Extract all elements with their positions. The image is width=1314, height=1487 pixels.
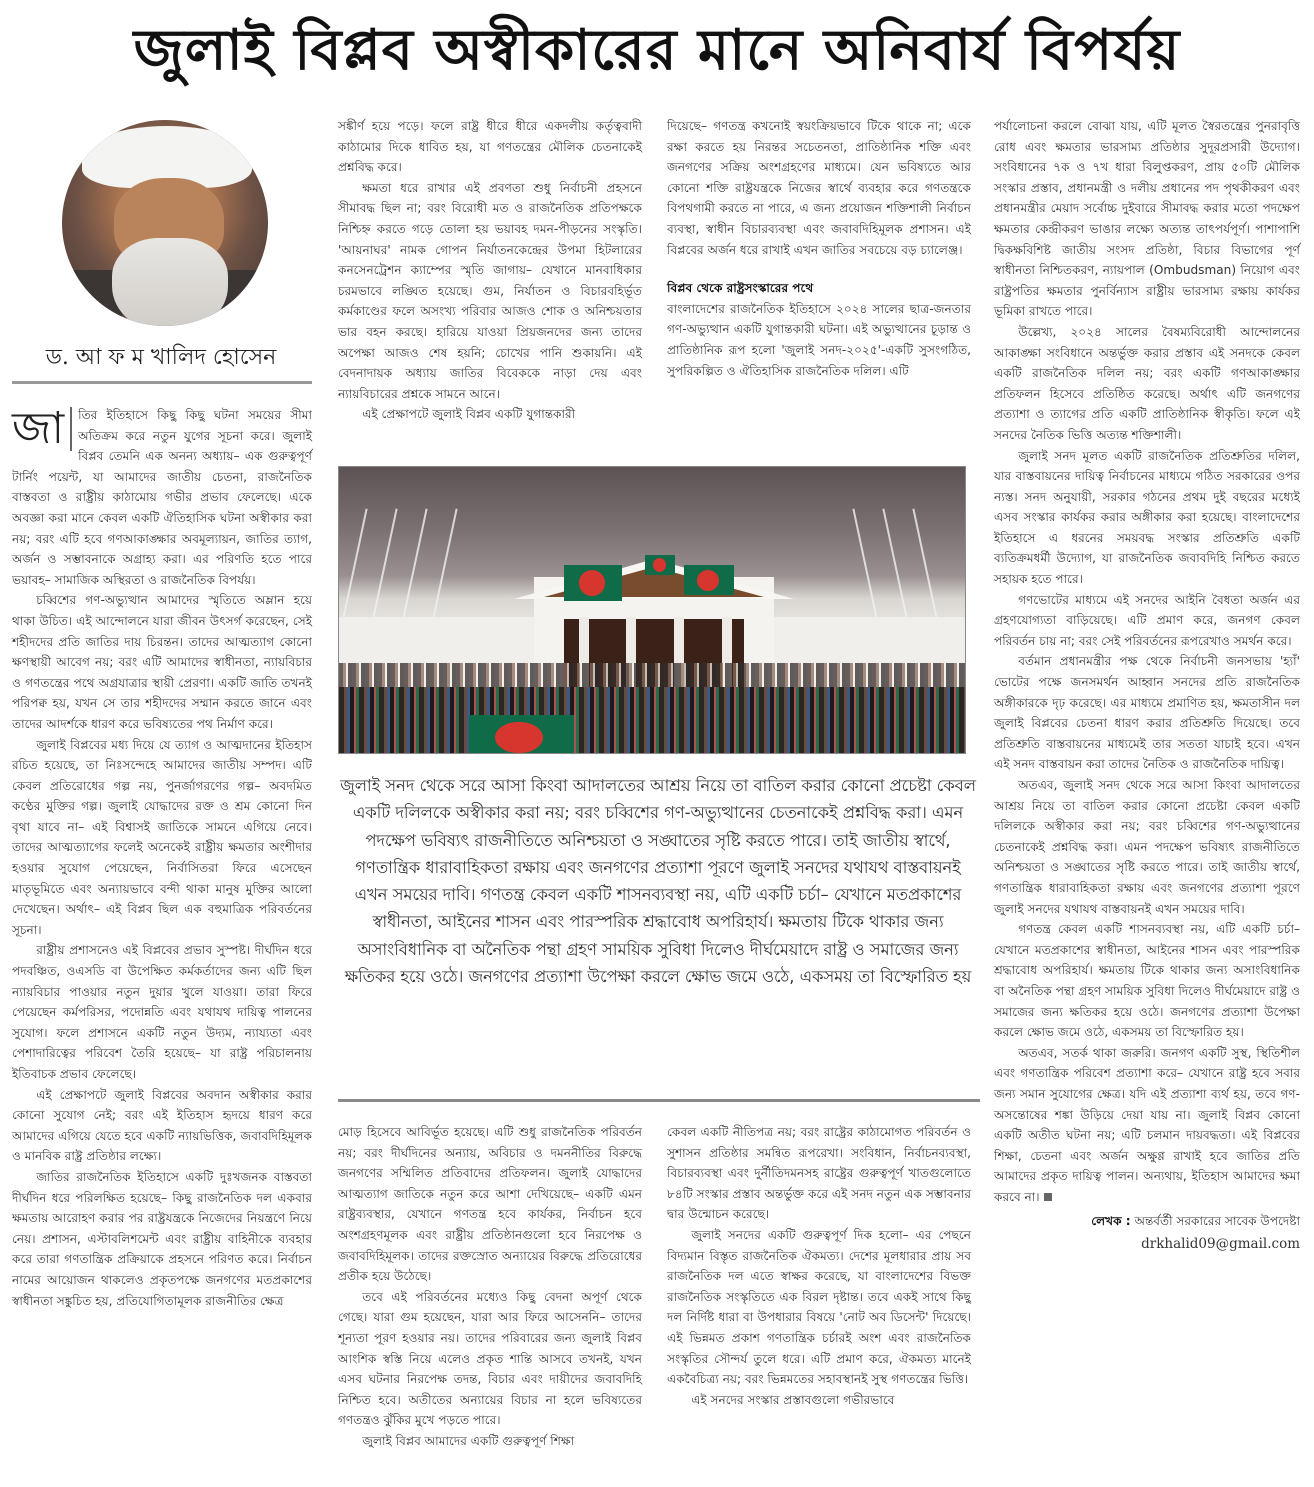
writer-credit — [994, 1211, 1300, 1232]
article-paragraph: জুলাই সনদ মূলত একটি রাজনৈতিক প্রতিশ্রুতির দলিল, যার বাস্তবায়নের দায়িত্ব নির্বাচনের মাধ্যমে গঠিত সরকারের ওপর ন্যস্ত। সনদ অনুযায়ী, সরকার গঠনের প্রথম দুই বছরের মধ্যেই এসব সংস্কার কার্যকর করার অঙ্গীকার করা হয়েছে। বাংলাদেশের ইতিহাসে এ ধরনের সময়বদ্ধ সংস্কার প্রতিশ্রুতি একটি ব্যতিক্রমধর্মী উদ্যোগ, যা রাজনৈতিক জবাবদিহি নিশ্চিত করতে সহায়ক হতে পারে। — [994, 448, 1300, 587]
article-paragraph: দিয়েছে– গণতন্ত্র কখনোই স্বয়ংক্রিয়ভাবে টিকে থাকে না; একে রক্ষা করতে হয় নিরন্তর সচেতনতা, প্রাতিষ্ঠানিক শক্তি এবং জনগণের সক্রিয় অংশগ্রহণের মাধ্যমে। যেন ভবিষ্যতে আর কোনো শক্তি রাষ্ট্রযন্ত্রকে নিজের স্বার্থে ব্যবহার করে গণতন্ত্রকে বিপথগামী করতে না পারে, এ জন্য প্রয়োজন শক্তিশালী নির্বাচন ব্যবস্থা, স্বাধীন বিচারব্যবস্থা এবং জবাবদিহিমূলক প্রশাসন। এই বিপ্লবের অর্জন ধরে রাখাই এখন জাতির সবচেয়ে বড় চ্যালেঞ্জ। — [667, 119, 971, 257]
article-paragraph: অতএব, জুলাই সনদ থেকে সরে আসা কিংবা আদালতের আশ্রয় নিয়ে তা বাতিল করার কোনো প্রচেষ্টা কেবল একটি দলিলকে অস্বীকার করা নয়; বরং চব্বিশের গণ-অভ্যুত্থানের চেতনাকেই প্রশ্নবিদ্ধ করা। এমন পদক্ষেপ ভবিষ্যৎ রাজনীতিতে অনিশ্চয়তা ও সঙ্ঘাতের সৃষ্টি করতে পারে। তাই জাতীয় স্বার্থে, গণতান্ত্রিক ধারাবাহিকতা রক্ষায় এবং জনগণের প্রত্যাশা পূরণে জুলাই সনদের যথাযথ বাস্তবায়নই এখন সময়ের দাবি। — [994, 778, 1300, 916]
writer-title: অন্তর্বর্তী সরকারের সাবেক উপদেষ্টা — [1134, 1214, 1300, 1229]
article-paragraph: বর্তমান প্রধানমন্ত্রীর পক্ষ থেকে নির্বাচনী জনসভায় 'হ্যাঁ' ভোটের পক্ষে জনসমর্থন আহ্বান সনদের প্রতি রাজনৈতিক অঙ্গীকারকে দৃঢ় করেছে। এর মাধ্যমে প্রমাণিত হয়, ক্ষমতাসীন দল জুলাই বিপ্লবের চেতনা ধারণ করার প্রতিশ্রুতি দিয়েছে। তবে প্রতিশ্রুতি বাস্তবায়নের মাধ্যমেই তার সততা যাচাই হবে। এখন এই সনদ বাস্তবায়ন করা তাদের নৈতিক ও রাজনৈতিক দায়িত্ব। — [994, 654, 1300, 772]
article-paragraph — [994, 1043, 1300, 1208]
news-photo-crowd — [338, 466, 966, 754]
article-column-1 — [12, 405, 312, 1311]
writer-email[interactable]: drkhalid09@gmail.com — [1141, 1236, 1300, 1253]
article-paragraph: জুলাই বিপ্লব আমাদের একটি গুরুত্বপূর্ণ শিক্ষা — [362, 1433, 575, 1448]
bangladesh-flag — [469, 715, 574, 754]
author-portrait — [62, 120, 268, 326]
article-paragraph: জাতির রাজনৈতিক ইতিহাসে একটি দুঃখজনক বাস্তবতা দীর্ঘদিন ধরে পরিলক্ষিত হয়েছে– কিছু রাজনৈতিক দল একবার ক্ষমতায় আরোহণ করার পর রাষ্ট্রযন্ত্রকে নিজেদের নিয়ন্ত্রণে নিয়ে নেয়। প্রশাসন, এস্টাবলিশমেন্ট এবং রাষ্ট্রীয় বাহিনীকে ব্যবহার করে তারা গণতান্ত্রিক প্রক্রিয়াকে প্রহসনে পরিণত করে। নির্বাচন নামের আয়োজন থাকলেও প্রকৃতপক্ষে জনগণের মতপ্রকাশের স্বাধীনতা সঙ্কুচিত হয়, প্রতিযোগিতামূলক রাজনীতির ক্ষেত্র — [12, 1169, 312, 1308]
bangladesh-flag — [645, 555, 675, 575]
article-column-3 — [667, 116, 971, 381]
article-paragraph: এই প্রেক্ষাপটে জুলাই বিপ্লবের অবদান অস্বীকার করার কোনো সুযোগ নেই; বরং এই ইতিহাস হৃদয়ে ধারণ করে আমাদের এগিয়ে যেতে হবে একটি ন্যায়ভিত্তিক, জবাবদিহিমূলক ও মানবিক রাষ্ট্র প্রতিষ্ঠার লক্ষ্যে। — [12, 1087, 312, 1164]
article-paragraph: তবে এই পরিবর্তনের মধ্যেও কিছু বেদনা অপূর্ণ থেকে গেছে। যারা গুম হয়েছেন, যারা আর ফিরে আসেননি– তাদের শূন্যতা পূরণ হওয়ার নয়। তাদের পরিবারের জন্য জুলাই বিপ্লব আংশিক স্বস্তি নিয়ে এলেও প্রকৃত শান্তি আসবে তখনই, যখন এসব ঘটনার নিরপেক্ষ তদন্ত, বিচার এবং দায়ীদের জবাবদিহি নিশ্চিত হবে। অতীতের অন্যায়ের বিচার না হলে ভবিষ্যতের গণতন্ত্রও ঝুঁকির মুখে পড়তে পারে। — [338, 1289, 642, 1428]
section-subheading: বিপ্লব থেকে রাষ্ট্রসংস্কারের পথে — [667, 281, 814, 296]
pull-quote-divider — [338, 1099, 980, 1102]
article-column-2 — [338, 116, 642, 425]
article-paragraph: রাষ্ট্রীয় প্রশাসনেও এই বিপ্লবের প্রভাব সুস্পষ্ট। দীর্ঘদিন ধরে পদবঞ্চিত, ওএসডি বা উপেক্ষিত কর্মকর্তাদের জন্য এটি ছিল ন্যায়বিচার পাওয়ার নতুন দুয়ার খুলে যাওয়া। তারা ফিরে পেয়েছেন কর্মপরিসর, পদোন্নতি এবং যথাযথ দায়িত্ব পালনের সুযোগ। ফলে প্রশাসনে একটি নতুন উদ্যম, ন্যায্যতা এবং পেশাদারিত্বের পরিবেশ তৈরি হয়েছে– যা রাষ্ট্র পরিচালনায় ইতিবাচক প্রভাব ফেলেছে। — [12, 943, 312, 1081]
article-paragraph: জুলাই সনদের একটি গুরুত্বপূর্ণ দিক হলো– এর পেছনে বিদ্যমান বিস্তৃত রাজনৈতিক ঐকমত্য। দেশের মূলধারার প্রায় সব রাজনৈতিক দল এতে স্বাক্ষর করেছে, যা বাংলাদেশের বিভক্ত রাজনৈতিক সংস্কৃতিতে এক বিরল দৃষ্টান্ত। তবে একই সাথে কিছু দল নির্দিষ্ট ধারা বা উপধারার বিষয়ে 'নোট অব ডিসেন্ট' দিয়েছে। এই ভিন্নমত প্রকাশ গণতান্ত্রিক চর্চারই অংশ এবং রাজনৈতিক সংস্কৃতির সৌন্দর্য তুলে ধরে। এটি প্রমাণ করে, ঐকমত্য মানেই একবৈচিত্র্য নয়; বরং ভিন্নমতের সহাবস্থানই সুস্থ গণতন্ত্রের ভিত্তি। — [667, 1227, 971, 1387]
dropcap: জা — [12, 407, 72, 451]
paragraph-text: অতএব, সতর্ক থাকা জরুরি। জনগণ একটি সুস্থ, স্থিতিশীল এবং গণতান্ত্রিক পরিবেশ প্রত্যাশা করে– যেখানে রাষ্ট্র হবে সবার জন্য সমান সুযোগের ক্ষেত্র। যদি এই প্রত্যাশা ব্যর্থ হয়, তবে গণ-অসন্তোষের শঙ্কা উড়িয়ে দেয়া যায় না। জুলাই বিপ্লব কোনো একটি অতীত ঘটনা নয়; এটি চলমান দায়বদ্ধতা। এই বিপ্লবের শিক্ষা, চেতনা এবং অর্জন অক্ষুণ্ণ রাখাই হবে জাতির প্রতি আমাদের প্রকৃত দায়িত্ব পালন। অন্যথায়, ইতিহাস আমাদের ক্ষমা করবে না। — [994, 1045, 1300, 1204]
article-paragraph: চব্বিশের গণ-অভ্যুত্থান আমাদের স্মৃতিতে অম্লান হয়ে থাকা উচিত। এই আন্দোলনে যারা জীবন উৎসর্গ করেছেন, সেই শহীদদের প্রতি জাতির দায় চিরন্তন। তাদের আত্মত্যাগ কোনো ক্ষণস্থায়ী আবেগ নয়; বরং এটি আমাদের স্বাধীনতা, ন্যায়বিচার ও গণতন্ত্রের পথে অগ্রযাত্রার স্থায়ী প্রেরণা। একটি জাতি তখনই পরিপক্ব হয়, যখন সে তার শহীদদের সম্মান করতে জানে এবং তাদের আদর্শকে ধারণ করে ভবিষ্যতের পথ নির্মাণ করে। — [12, 593, 312, 731]
article-paragraph: পর্যালোচনা করলে বোঝা যায়, এটি মূলত স্বৈরতন্ত্রের পুনরাবৃত্তি রোধ এবং ক্ষমতার ভারসাম্য প্রতিষ্ঠার সুদূরপ্রসারী উদ্যোগ। সংবিধানের ৭ক ও ৭খ ধারা বিলুপ্তকরণ, প্রায় ৫০টি মৌলিক সংস্কার প্রস্তাব, প্রধানমন্ত্রী ও দলীয় প্রধানের পদ পৃথকীকরণ এবং প্রধানমন্ত্রীর মেয়াদ সর্বোচ্চ দুইবারে সীমাবদ্ধ করার মতো পদক্ষেপ ক্ষমতার কেন্দ্রীকরণ ভাঙার লক্ষ্যে অত্যন্ত তাৎপর্যপূর্ণ। পাশাপাশি দ্বিকক্ষবিশিষ্ট জাতীয় সংসদ প্রতিষ্ঠা, বিচার বিভাগের পূর্ণ স্বাধীনতা নিশ্চিতকরণ, ন্যায়পাল (Ombudsman) নিয়োগ এবং রাষ্ট্রপতির ক্ষমতার পুনর্বিন্যাস রাষ্ট্রীয় ভারসাম্য রক্ষায় কার্যকর ভূমিকা রাখতে পারে। — [994, 119, 1300, 319]
article-paragraph: ক্ষমতা ধরে রাখার এই প্রবণতা শুধু নির্বাচনী প্রহসনে সীমাবদ্ধ ছিল না; বরং বিরোধী মত ও রাজনৈতিক প্রতিপক্ষকে নিশ্চিহ্ন করতে গড়ে তোলা হয় ভয়াবহ দমন-পীড়নের সংস্কৃতি। 'আয়নাঘর' নামক গোপন নির্যাতনকেন্দ্রের উপমা হিটলারের কনসেনট্রেশন ক্যাম্পের স্মৃতি জাগায়– যেখানে মানবাধিকার চরমভাবে লঙ্ঘিত হয়েছে। গুম, নির্যাতন ও বিচারবহির্ভূত কর্মকাণ্ডের ফলে অসংখ্য পরিবার আজও শোক ও অনিশ্চয়তার ভার বহন করছে। হারিয়ে যাওয়া প্রিয়জনদের জন্য তাদের অপেক্ষা আজও শেষ হয়নি; চোখের পানি শুকায়নি। এই বেদনাদায়ক অধ্যায় জাতির বিবেককে নাড়া দেয় এবং ন্যায়বিচারের প্রশ্নকে সামনে আনে। — [338, 180, 642, 401]
article-paragraph: গণভোটের মাধ্যমে এই সনদের আইনি বৈধতা অর্জন এর গ্রহণযোগ্যতা বাড়িয়েছে। এটি প্রমাণ করে, জনগণ কেবল পরিবর্তন চায় না; বরং সেই পরিবর্তনের রূপরেখাও সমর্থন করে। — [994, 592, 1300, 648]
article-paragraph: এই প্রেক্ষাপটে জুলাই বিপ্লব একটি যুগান্তকারী — [362, 407, 576, 422]
article-paragraph: গণতন্ত্র কেবল একটি শাসনব্যবস্থা নয়, এটি একটি চর্চা– যেখানে মতপ্রকাশের স্বাধীনতা, আইনের শাসন এবং পারস্পরিক শ্রদ্ধাবোধ অপরিহার্য। ক্ষমতায় টিকে থাকার জন্য অসাংবিধানিক বা অনৈতিক পন্থা গ্রহণ সাময়িক সুবিধা দিলেও দীর্ঘমেয়াদে রাষ্ট্র ও সমাজের জন্য ক্ষতিকর হয়ে ওঠে। জনগণের প্রত্যাশা উপেক্ষা করলে ক্ষোভ জমে ওঠে, একসময় তা বিস্ফোরিত হয়। — [994, 922, 1300, 1040]
article-paragraph: মোড় হিসেবে আবির্ভূত হয়েছে। এটি শুধু রাজনৈতিক পরিবর্তন নয়; বরং দীর্ঘদিনের অন্যায়, অবিচার ও দমননীতির বিরুদ্ধে জনগণের সম্মিলিত প্রতিবাদের প্রতিফলন। জুলাই যোদ্ধাদের আত্মত্যাগ জাতিকে নতুন করে আশা দেখিয়েছে– একটি এমন রাষ্ট্রব্যবস্থার, যেখানে গণতন্ত্র হবে কার্যকর, নির্বাচন হবে অংশগ্রহণমূলক এবং রাষ্ট্রীয় প্রতিষ্ঠানগুলো হবে নিরপেক্ষ ও জবাবদিহিমূলক। তাদের রক্তস্রোত অন্যায়ের বিরুদ্ধে প্রতিরোধের প্রতীক হয়ে উঠেছে। — [338, 1125, 642, 1284]
byline-divider — [12, 381, 312, 384]
article-column-3-lower — [667, 1122, 971, 1410]
portrait-beard — [112, 238, 228, 326]
article-paragraph: কেবল একটি নীতিপত্র নয়; বরং রাষ্ট্রের কাঠামোগত পরিবর্তন ও সুশাসন প্রতিষ্ঠার সমন্বিত রূপরেখা। সংবিধান, নির্বাচনব্যবস্থা, বিচারব্যবস্থা এবং দুর্নীতিদমনসহ রাষ্ট্রের গুরুত্বপূর্ণ খাতগুলোতে ৮৪টি সংস্কার প্রস্তাব অন্তর্ভুক্ত করে এই সনদ নতুন এক সম্ভাবনার দ্বার উন্মোচন করেছে। — [667, 1125, 971, 1222]
article-paragraph: উল্লেখ্য, ২০২৪ সালের বৈষম্যবিরোধী আন্দোলনের আকাঙ্ক্ষা সংবিধানে অন্তর্ভুক্ত করার প্রস্তাব এই সনদকে কেবল একটি রাজনৈতিক দলিল নয়; বরং একটি গণআকাঙ্ক্ষার প্রতিফলন হিসেবে প্রতিষ্ঠিত করেছে। অর্থাৎ এটি জনগণের প্রত্যাশা ও ত্যাগের প্রতি একটি প্রাতিষ্ঠানিক স্বীকৃতি। ফলে এই সনদের নৈতিক ভিত্তি অত্যন্ত শক্তিশালী। — [994, 324, 1300, 442]
article-paragraph: বাংলাদেশের রাজনৈতিক ইতিহাসে ২০২৪ সালের ছাত্র-জনতার গণ-অভ্যুত্থান একটি যুগান্তকারী ঘটনা। এই অভ্যুত্থানের চূড়ান্ত ও প্রাতিষ্ঠানিক রূপ হলো 'জুলাই সনদ-২০২৫'-একটি সুসংগঠিত, সুপরিকল্পিত ও ঐতিহাসিক রাজনৈতিক দলিল। এটি — [667, 301, 971, 378]
bangladesh-flag — [684, 565, 734, 595]
headline: জুলাই বিপ্লব অস্বীকারের মানে অনিবার্য বিপর্যয় — [133, 17, 1181, 83]
article-paragraph: এই সনদের সংস্কার প্রস্তাবগুলো গভীরভাবে — [691, 1392, 895, 1407]
article-paragraph: জুলাই বিপ্লবের মধ্য দিয়ে যে ত্যাগ ও আত্মদানের ইতিহাস রচিত হয়েছে, তা নিঃসন্দেহে আমাদের জাতীয় সম্পদ। এটি কেবল প্রতিরোধের গল্প নয়, পুনর্জাগরণের গল্প– অবদমিত কণ্ঠের মুক্তির গল্প। জুলাই যোদ্ধাদের রক্ত ও শ্রম কোনো দিন বৃথা যাবে না– এই বিশ্বাসই জাতিকে সামনে এগিয়ে নেবে। তাদের আত্মত্যাগের ফলেই অনেকেই রাষ্ট্রীয় ক্ষমতার অংশীদার হওয়ার সুযোগ পেয়েছেন, নির্বাসিতরা ফিরে এসেছেন মাতৃভূমিতে এবং অন্যায়ভাবে বন্দী থাকা মানুষ মুক্তির আলো দেখেছেন। অর্থাৎ– এই বিপ্লব ছিল এক বহুমাত্রিক পরিবর্তনের সূচনা। — [12, 737, 312, 937]
article-paragraph: সঙ্কীর্ণ হয়ে পড়ে। ফলে রাষ্ট্র ধীরে ধীরে একদলীয় কর্তৃত্ববাদী কাঠামোর দিকে ধাবিত হয়, যা গণতন্ত্রের মৌলিক চেতনাকেই প্রশ্নবিদ্ধ করে। — [338, 119, 642, 175]
paragraph-text: তির ইতিহাসে কিছু কিছু ঘটনা সময়ের সীমা অতিক্রম করে নতুন যুগের সূচনা করে। জুলাই বিপ্লব তেমনি এক অনন্য অধ্যায়– এক গুরুত্বপূর্ণ টার্নিং পয়েন্ট, যা আমাদের জাতীয় চেতনা, রাজনৈতিক বাস্তবতা ও রাষ্ট্রীয় কাঠামোয় গভীর প্রভাব ফেলেছে। একে অবজ্ঞা করা মানে কেবল একটি ঐতিহাসিক ঘটনা অস্বীকার করা নয়; বরং এটি হবে গণআকাঙ্ক্ষার অবমূল্যায়ন, জাতির ত্যাগ, অর্জন ও সম্ভাবনাকে অগ্রাহ্য করা। এর পরিণতি হতে পারে ভয়াবহ– সামাজিক অস্থিরতা ও রাজনৈতিক বিপর্যয়। — [12, 408, 312, 587]
pull-quote: জুলাই সনদ থেকে সরে আসা কিংবা আদালতের আশ্রয় নিয়ে তা বাতিল করার কোনো প্রচেষ্টা কেবল একটি দলিলকে অস্বীকার করা নয়; বরং চব্বিশের গণ-অভ্যুত্থানের চেতনাকেই প্রশ্নবিদ্ধ করা। এমন পদক্ষেপ ভবিষ্যৎ রাজনীতিতে অনিশ্চয়তা ও সঙ্ঘাতের সৃষ্টি করতে পারে। তাই জাতীয় স্বার্থে, গণতান্ত্রিক ধারাবাহিকতা রক্ষায় এবং জনগণের প্রত্যাশা পূরণে জুলাই সনদের যথাযথ বাস্তবায়নই এখন সময়ের দাবি। গণতন্ত্র কেবল একটি শাসনব্যবস্থা নয়, এটি একটি চর্চা– যেখানে মতপ্রকাশের স্বাধীনতা, আইনের শাসন এবং পারস্পরিক শ্রদ্ধাবোধ অপরিহার্য। ক্ষমতায় টিকে থাকার জন্য অসাংবিধানিক বা অনৈতিক পন্থা গ্রহণ সাময়িক সুবিধা দিলেও দীর্ঘমেয়াদে রাষ্ট্র ও সমাজের জন্য ক্ষতিকর হয়ে ওঠে। জনগণের প্রত্যাশা উপেক্ষা করলে ক্ষোভ জমে ওঠে, একসময় তা বিস্ফোরিত হয় — [340, 776, 976, 987]
article-column-4 — [994, 116, 1300, 1255]
crowd — [339, 687, 965, 754]
bangladesh-flag — [564, 565, 622, 601]
article-column-2-lower — [338, 1122, 642, 1452]
article-paragraph — [12, 405, 312, 590]
end-mark-icon — [1044, 1193, 1052, 1201]
author-byline: ড. আ ফ ম খালিদ হোসেন — [45, 345, 277, 370]
writer-label: লেখক : — [1091, 1214, 1131, 1229]
